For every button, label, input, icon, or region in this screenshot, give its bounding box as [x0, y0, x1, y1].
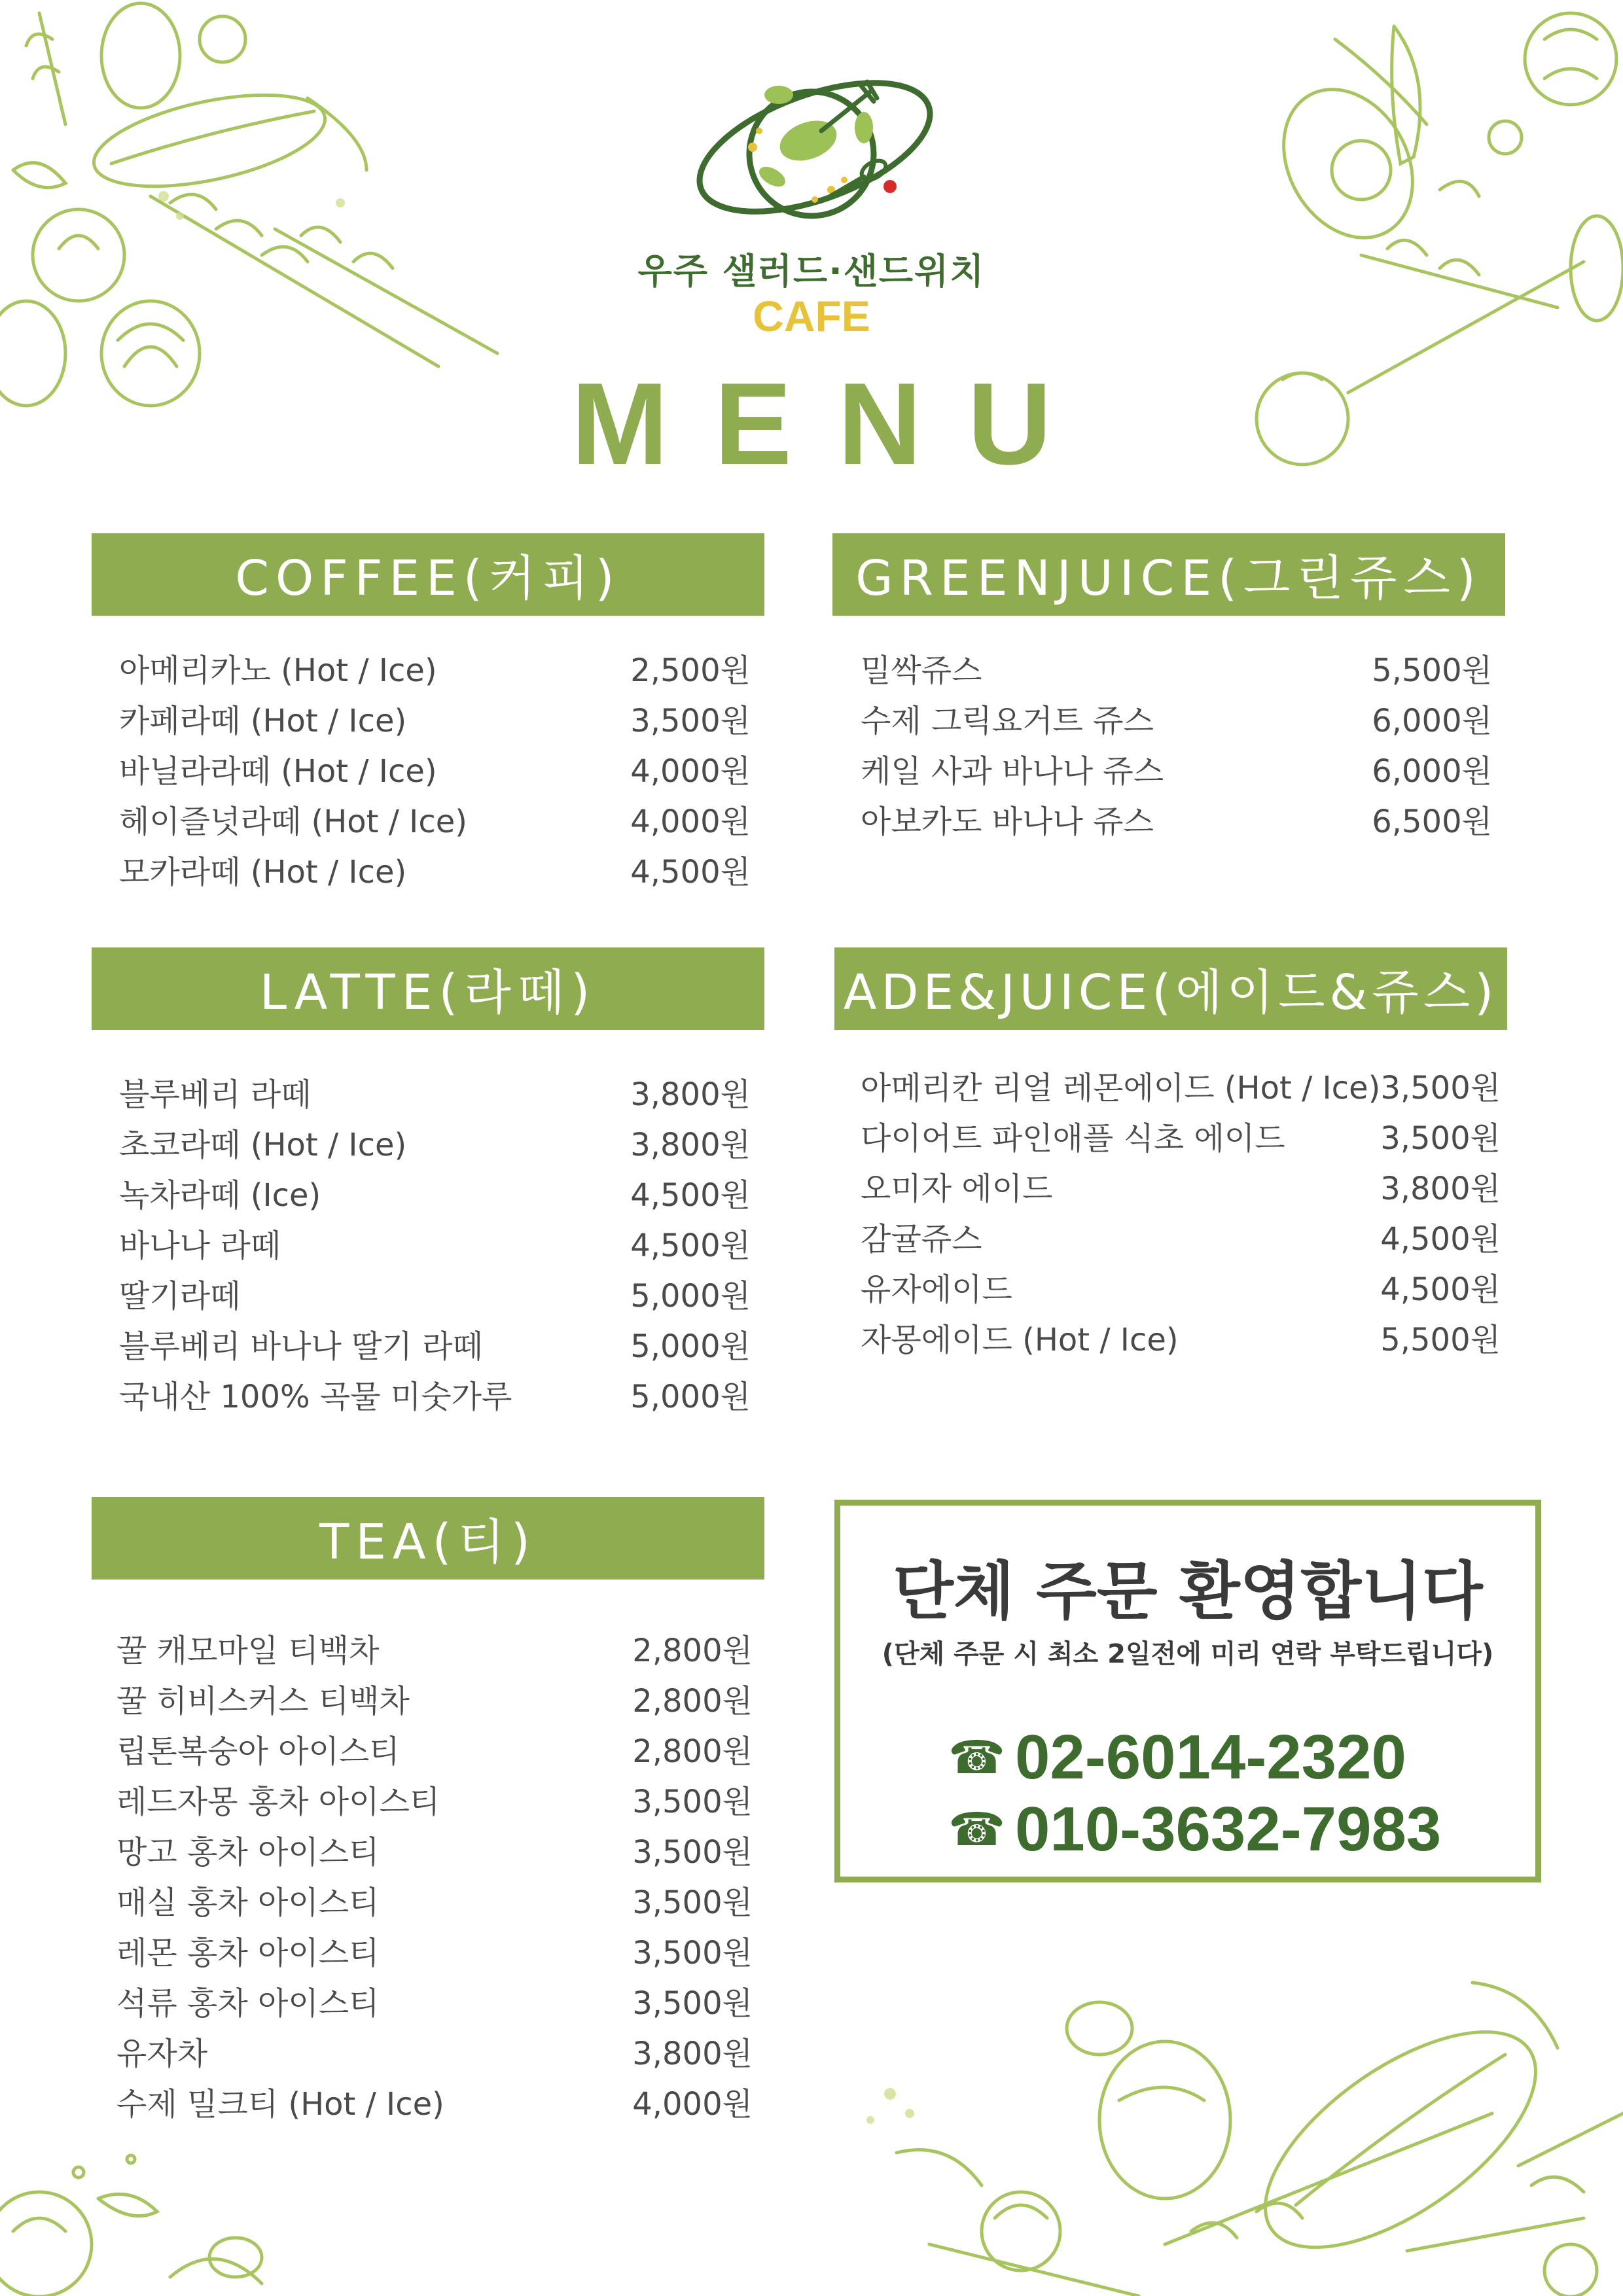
- group-order-box: [834, 1500, 1541, 1882]
- menu-item-price: 2,800원: [632, 1633, 753, 1669]
- menu-item-price: 3,500원: [632, 1784, 753, 1820]
- menu-item: [116, 2076, 753, 2127]
- phone-number[interactable]: 010-3632-7983: [1015, 1794, 1442, 1864]
- menu-item-price: 6,000원: [1372, 703, 1492, 739]
- menu-item: [116, 1723, 753, 1774]
- menu-item-price: 3,500원: [632, 1935, 753, 1971]
- menu-item-name: 블루베리 라떼: [119, 1076, 312, 1113]
- menu-item-price: 2,800원: [632, 1683, 753, 1720]
- menu-item: [116, 2026, 753, 2076]
- menu-item-price: 3,500원: [632, 1884, 753, 1921]
- menu-item-price: 3,500원: [630, 703, 751, 739]
- menu-item: [116, 1673, 753, 1723]
- menu-item-name: 오미자 에이드: [861, 1171, 1053, 1207]
- menu-item-name: 다이어트 파인애플 식초 에이드: [861, 1120, 1285, 1157]
- menu-item: [861, 1060, 1501, 1110]
- menu-item: [861, 1161, 1501, 1211]
- menu-item: [861, 1312, 1501, 1362]
- menu-item: [119, 844, 751, 894]
- menu-item-name: 립톤복숭아 아이스티: [116, 1733, 400, 1770]
- menu-item: [116, 1875, 753, 1925]
- phone-row: [948, 1793, 1441, 1865]
- menu-item: [119, 643, 751, 693]
- vegetable-illustration-bottom-right: [798, 1969, 1623, 2296]
- menu-item: [119, 1318, 751, 1369]
- menu-item-name: 블루베리 바나나 딸기 라떼: [119, 1328, 483, 1365]
- telephone-icon: ☎: [948, 1731, 1006, 1784]
- vegetable-illustration-bottom-left: [0, 2146, 366, 2296]
- menu-item-name: 자몽에이드 (Hot / Ice): [861, 1322, 1179, 1358]
- menu-item-price: 3,500원: [1380, 1120, 1501, 1157]
- menu-item-name: 유자차: [116, 2036, 208, 2072]
- logo-subtitle: CAFE: [753, 292, 870, 340]
- menu-item-name: 꿀 히비스커스 티백차: [116, 1683, 410, 1720]
- menu-item-name: 아메리카노 (Hot / Ice): [119, 652, 437, 689]
- menu-item-price: 4,500원: [1380, 1271, 1501, 1308]
- telephone-icon: ☎: [948, 1803, 1006, 1856]
- menu-item-price: 5,000원: [630, 1328, 751, 1365]
- menu-item-name: 아보카도 바나나 쥬스: [861, 804, 1154, 840]
- menu-item-price: 4,500원: [1380, 1221, 1501, 1258]
- menu-item-price: 4,000원: [632, 2086, 753, 2123]
- menu-item: [116, 1623, 753, 1673]
- menu-item-name: 레드자몽 홍차 아이스티: [116, 1784, 440, 1820]
- menu-item-price: 6,500원: [1372, 804, 1492, 840]
- menu-item-name: 매실 홍차 아이스티: [116, 1884, 380, 1921]
- page-title: MENU: [571, 359, 1098, 489]
- menu-item-price: 3,800원: [630, 1076, 751, 1113]
- menu-item: [116, 1975, 753, 2026]
- menu-item-name: 국내산 100% 곡물 미숫가루: [119, 1379, 512, 1415]
- menu-item: [119, 794, 751, 844]
- menu-item-price: 4,500원: [630, 1177, 751, 1214]
- menu-item-price: 4,000원: [630, 753, 751, 790]
- menu-item-name: 밀싹쥬스: [861, 652, 982, 689]
- menu-item: [861, 1211, 1501, 1262]
- phone-row: [948, 1722, 1406, 1793]
- menu-item-price: 5,500원: [1372, 652, 1492, 689]
- coffee-list: [119, 643, 751, 894]
- menu-item: [119, 693, 751, 743]
- menu-item-name: 초코라떼 (Hot / Ice): [119, 1127, 407, 1163]
- menu-item: [861, 1262, 1501, 1312]
- menu-item-price: 5,500원: [1380, 1322, 1501, 1358]
- section-header-greenjuice: GREENJUICE(그린쥬스): [832, 533, 1505, 616]
- menu-item-price: 3,800원: [1380, 1171, 1501, 1207]
- menu-item: [119, 1117, 751, 1167]
- menu-item-name: 수제 그릭요거트 쥬스: [861, 703, 1154, 739]
- menu-item-price: 3,500원: [1380, 1070, 1501, 1106]
- menu-item-name: 망고 홍차 아이스티: [116, 1834, 380, 1871]
- menu-item: [861, 743, 1492, 794]
- menu-item-price: 6,000원: [1372, 753, 1492, 790]
- menu-item-name: 녹차라떼 (Ice): [119, 1177, 321, 1214]
- section-header-tea: TEA(티): [92, 1497, 764, 1580]
- menu-item-name: 감귤쥬스: [861, 1221, 982, 1258]
- menu-item: [119, 1218, 751, 1268]
- group-order-note: (단체 주문 시 최소 2일전에 미리 연락 부탁드립니다): [882, 1639, 1494, 1669]
- menu-item-name: 레몬 홍차 아이스티: [116, 1935, 380, 1971]
- menu-item-price: 4,500원: [630, 1227, 751, 1264]
- menu-item: [116, 1774, 753, 1824]
- menu-item-price: 3,800원: [630, 1127, 751, 1163]
- menu-item-price: 3,500원: [632, 1834, 753, 1871]
- menu-item: [116, 1925, 753, 1975]
- menu-item-name: 헤이즐넛라떼 (Hot / Ice): [119, 804, 467, 840]
- menu-item-name: 바나나 라떼: [119, 1227, 281, 1264]
- menu-item: [861, 643, 1492, 693]
- menu-item-name: 딸기라떼: [119, 1278, 241, 1315]
- menu-item-name: 석류 홍차 아이스티: [116, 1985, 380, 2022]
- menu-item-price: 4,500원: [630, 854, 751, 891]
- phone-number[interactable]: 02-6014-2320: [1015, 1722, 1406, 1792]
- menu-item-price: 5,000원: [630, 1278, 751, 1315]
- menu-item-name: 수제 밀크티 (Hot / Ice): [116, 2086, 444, 2123]
- menu-item-name: 바닐라라떼 (Hot / Ice): [119, 753, 437, 790]
- menu-item-name: 유자에이드: [861, 1271, 1012, 1308]
- menu-item-price: 2,800원: [632, 1733, 753, 1770]
- section-header-ade-juice: ADE&JUICE(에이드&쥬스): [834, 947, 1507, 1030]
- menu-item-price: 2,500원: [630, 652, 751, 689]
- menu-item-price: 3,500원: [632, 1985, 753, 2022]
- menu-item: [861, 693, 1492, 743]
- ade-juice-list: [861, 1060, 1501, 1362]
- greenjuice-list: [861, 643, 1492, 844]
- section-header-coffee: COFFEE(커피): [92, 533, 764, 616]
- tea-list: [116, 1623, 753, 2127]
- group-order-title: 단체 주문 환영합니다: [893, 1555, 1483, 1628]
- logo-title: 우주 샐러드·샌드위치: [637, 251, 986, 292]
- menu-item-name: 꿀 캐모마일 티백차: [116, 1633, 380, 1669]
- vegetable-illustration-top-left: [0, 0, 537, 419]
- latte-list: [119, 1067, 751, 1419]
- menu-item: [119, 1268, 751, 1318]
- menu-item-price: 5,000원: [630, 1379, 751, 1415]
- section-header-latte: LATTE(라떼): [92, 947, 764, 1030]
- menu-item: [861, 1110, 1501, 1161]
- menu-item: [116, 1824, 753, 1875]
- menu-item-name: 케일 사과 바나나 쥬스: [861, 753, 1164, 790]
- menu-item-name: 모카라떼 (Hot / Ice): [119, 854, 407, 891]
- menu-item-name: 아메리칸 리얼 레몬에이드 (Hot / Ice): [861, 1070, 1381, 1106]
- menu-item-price: 3,800원: [632, 2036, 753, 2072]
- menu-item: [119, 743, 751, 794]
- menu-item-name: 카페라떼 (Hot / Ice): [119, 703, 407, 739]
- menu-item-price: 4,000원: [630, 804, 751, 840]
- menu-item: [119, 1067, 751, 1117]
- menu-item: [119, 1369, 751, 1419]
- menu-item: [119, 1167, 751, 1218]
- menu-item: [861, 794, 1492, 844]
